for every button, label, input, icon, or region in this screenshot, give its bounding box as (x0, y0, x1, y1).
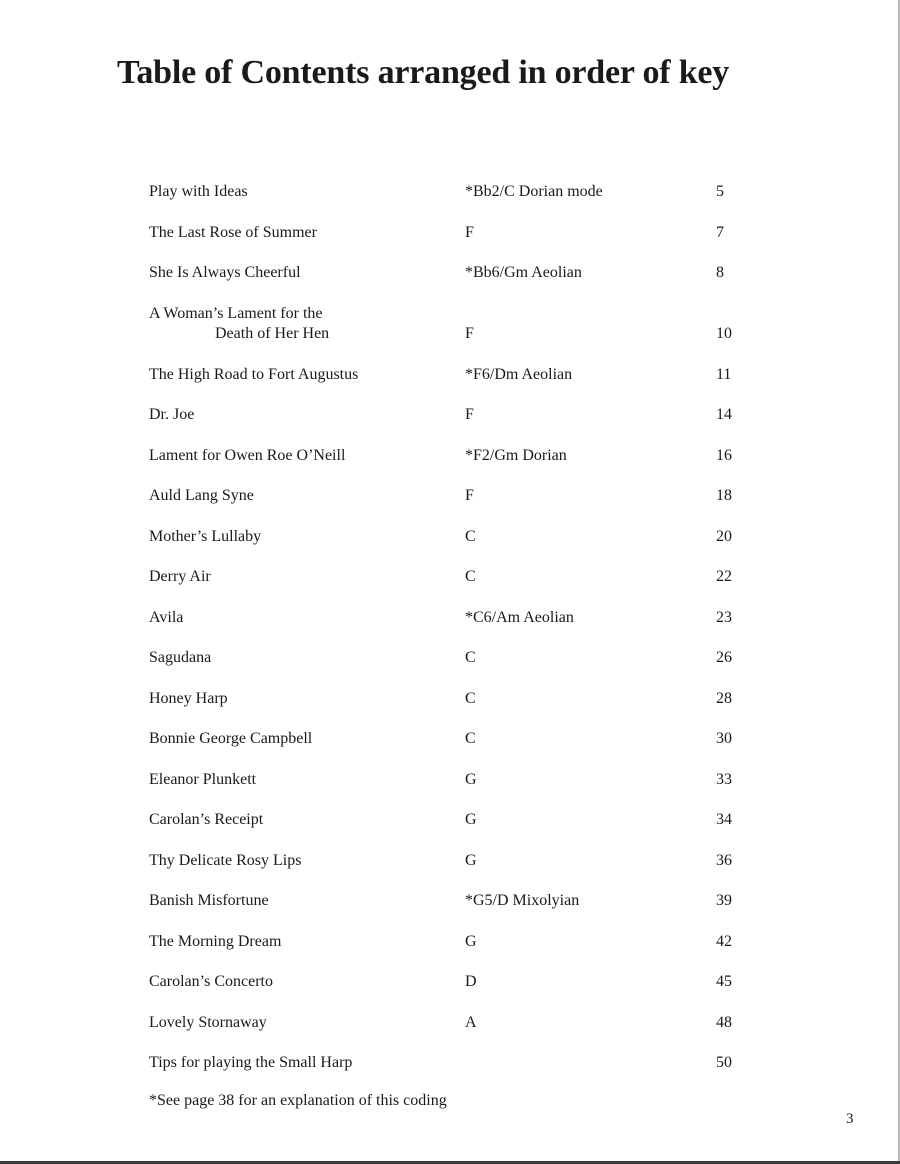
toc-page: 23 (716, 608, 732, 626)
toc-key: F (465, 223, 474, 241)
toc-page: 16 (716, 446, 732, 464)
toc-page: 20 (716, 527, 732, 545)
toc-title: Honey Harp (149, 689, 228, 707)
toc-key: G (465, 811, 477, 828)
toc-key: *F6/Dm Aeolian (465, 365, 573, 383)
toc-title: Sagudana (149, 649, 212, 666)
toc-page: 26 (716, 649, 732, 666)
toc-key: C (465, 689, 476, 707)
page-title: Table of Contents arranged in order of key (117, 54, 730, 91)
toc-title: Lament for Owen Roe O’Neill (149, 446, 346, 464)
toc-row (149, 219, 749, 260)
toc-row (149, 401, 749, 442)
toc-page: 8 (716, 264, 724, 281)
toc-key: C (465, 568, 476, 585)
toc-page: 14 (716, 406, 732, 423)
toc-row (149, 300, 749, 361)
toc-row (149, 259, 749, 300)
toc-page: 34 (716, 811, 732, 828)
page-number: 3 (846, 1111, 854, 1127)
toc-key: C (465, 730, 476, 747)
toc-key: *G5/D Mixolyian (465, 892, 580, 909)
toc-title: Mother’s Lullaby (149, 527, 262, 545)
toc-key: F (465, 324, 474, 342)
toc-key: C (465, 649, 476, 666)
toc-title: She Is Always Cheerful (149, 264, 301, 281)
toc-title: The High Road to Fort Augustus (149, 365, 359, 383)
toc-title-line2: Death of Her Hen (215, 324, 330, 342)
toc-page: 33 (716, 770, 732, 788)
toc-row (149, 1049, 749, 1090)
toc-key: A (465, 1013, 477, 1031)
toc-title: Lovely Stornaway (149, 1013, 267, 1031)
toc-key: *C6/Am Aeolian (465, 608, 574, 626)
toc-row (149, 766, 749, 807)
toc-title: Tips for playing the Small Harp (149, 1054, 353, 1071)
toc-title: Carolan’s Receipt (149, 811, 264, 828)
toc-row (149, 644, 749, 685)
toc-row (149, 887, 749, 928)
toc-page: 36 (716, 851, 732, 869)
toc-row (149, 968, 749, 1009)
toc-key: G (465, 932, 477, 950)
toc-page: 22 (716, 568, 732, 585)
toc-key: *F2/Gm Dorian (465, 446, 567, 464)
toc-title: Banish Misfortune (149, 892, 269, 909)
toc-title: The Morning Dream (149, 932, 282, 950)
toc-page: 11 (716, 365, 732, 383)
toc-key: *Bb6/Gm Aeolian (465, 264, 582, 281)
toc-title: Dr. Joe (149, 406, 195, 423)
toc-row (149, 523, 749, 564)
toc-page: 28 (716, 689, 732, 707)
toc-row (149, 604, 749, 645)
toc-key: F (465, 487, 474, 504)
toc-title: Eleanor Plunkett (149, 770, 257, 788)
toc-key: G (465, 851, 477, 869)
toc-row (149, 1009, 749, 1050)
toc-key: D (465, 973, 477, 990)
toc-page: 10 (716, 324, 732, 342)
footnote: *See page 38 for an explanation of this coding (149, 1092, 447, 1109)
toc-row (149, 725, 749, 766)
table-of-contents (149, 178, 749, 1090)
toc-row (149, 685, 749, 726)
toc-key: *Bb2/C Dorian mode (465, 183, 603, 200)
toc-page: 18 (716, 487, 732, 504)
toc-title: Bonnie George Campbell (149, 730, 313, 747)
toc-page: 50 (716, 1054, 732, 1071)
toc-page: 42 (716, 932, 732, 950)
toc-page: 39 (716, 892, 732, 909)
toc-key: C (465, 527, 476, 545)
toc-page: 45 (716, 973, 732, 990)
toc-row (149, 178, 749, 219)
toc-key: G (465, 770, 477, 788)
toc-row (149, 806, 749, 847)
toc-row (149, 847, 749, 888)
toc-title: Avila (149, 608, 184, 626)
toc-page: 48 (716, 1013, 732, 1031)
toc-row (149, 482, 749, 523)
toc-title: Thy Delicate Rosy Lips (149, 851, 302, 869)
toc-page: 5 (716, 183, 724, 200)
toc-row (149, 928, 749, 969)
toc-row (149, 563, 749, 604)
toc-key: F (465, 406, 474, 423)
toc-title: Auld Lang Syne (149, 487, 254, 504)
toc-title: Play with Ideas (149, 183, 248, 200)
toc-title-line1: A Woman’s Lament for the (149, 304, 323, 322)
toc-row (149, 361, 749, 402)
toc-title: Carolan’s Concerto (149, 973, 273, 990)
toc-title (149, 304, 329, 344)
toc-page: 7 (716, 223, 724, 241)
toc-row (149, 442, 749, 483)
toc-title: The Last Rose of Summer (149, 223, 317, 241)
toc-page: 30 (716, 730, 732, 747)
toc-title: Derry Air (149, 568, 211, 585)
